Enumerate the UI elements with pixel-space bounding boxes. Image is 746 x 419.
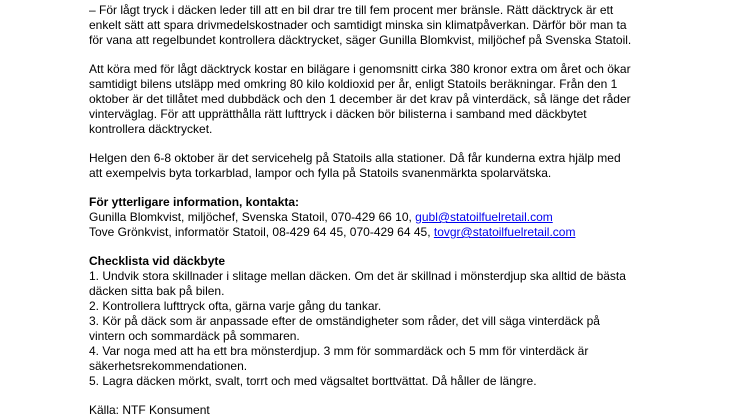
contact-2-email-link[interactable]: tovgr@statoilfuelretail.com: [433, 225, 576, 239]
paragraph-2-line: samtidigt bilens utsläpp med omkring 80 kilo koldioxid per år, enligt Statoils beräkningar. Från den 1: [89, 77, 618, 91]
checklist-line: vintern och sommardäck på sommaren.: [89, 329, 300, 343]
contact-heading: För ytterligare information, kontakta:: [89, 195, 300, 209]
contact-1-text: Gunilla Blomkvist, miljöchef, Svenska Statoil, 070-429 66 10,: [89, 210, 416, 224]
paragraph-2-line: kontrollera däcktrycket.: [89, 122, 213, 136]
checklist-line: säkerhetsrekommendationen.: [89, 359, 248, 373]
spacer: [89, 137, 729, 151]
contact-1-email-link[interactable]: gubl@statoilfuelretail.com: [415, 210, 553, 224]
checklist-line: däcken sitta bak på bilen.: [89, 284, 225, 298]
paragraph-1-line: enkelt sätt att spara drivmedelskostnader och samtidigt minska sin klimatpåverkan. Därför bör man ta: [89, 18, 627, 32]
contact-2-text: Tove Grönkvist, informatör Statoil, 08-429 64 45, 070-429 64 45,: [89, 225, 434, 239]
checklist-line: 4. Var noga med att ha ett bra mönsterdjup. 3 mm för sommardäck och 5 mm för vinterdäck är: [89, 344, 589, 358]
contact-line-1: [89, 210, 729, 225]
checklist-line: 5. Lagra däcken mörkt, svalt, torrt och med vägsaltet borttvättat. Då håller de längre.: [89, 374, 537, 388]
spacer: [89, 48, 729, 62]
checklist-line: 1. Undvik stora skillnader i slitage mellan däcken. Om det är skillnad i mönsterdjup ska alltid de bästa: [89, 269, 626, 283]
document-body: [89, 3, 729, 418]
contact-line-2: [89, 225, 729, 240]
paragraph-2-line: Att köra med för lågt däcktryck kostar en bilägare i genomsnitt cirka 380 kronor extra om året och ökar: [89, 62, 631, 76]
paragraph-2-line: vinterväglag. För att upprätthålla rätt lufttryck i däcken bör bilisterna i samband med däckbytet: [89, 107, 587, 121]
checklist-line: 3. Kör på däck som är anpassade efter de omständigheter som råder, det vill säga vinterdäck på: [89, 314, 600, 328]
paragraph-3-line: Helgen den 6-8 oktober är det servicehelg på Statoils alla stationer. Då får kunderna extra hjälp med: [89, 151, 621, 165]
paragraph-1-line: för vana att regelbundet kontrollera däcktrycket, säger Gunilla Blomkvist, miljöchef på Svenska Statoil.: [89, 33, 632, 47]
checklist-heading: Checklista vid däckbyte: [89, 254, 226, 268]
spacer: [89, 181, 729, 195]
paragraph-2-line: oktober är det tillåtet med dubbdäck och den 1 december är det krav på vinterdäck, så länge det råder: [89, 92, 631, 106]
spacer: [89, 389, 729, 403]
paragraph-1-line: – För lågt tryck i däcken leder till att en bil drar tre till fem procent mer bränsle. Rätt däcktryck är ett: [89, 3, 614, 17]
spacer: [89, 240, 729, 254]
checklist-line: 2. Kontrollera lufttryck ofta, gärna varje gång du tankar.: [89, 299, 382, 313]
source-line: Källa: NTF Konsument: [89, 403, 210, 417]
paragraph-3-line: att exempelvis byta torkarblad, lampor och fylla på Statoils svanenmärkta spolarvätska.: [89, 166, 552, 180]
